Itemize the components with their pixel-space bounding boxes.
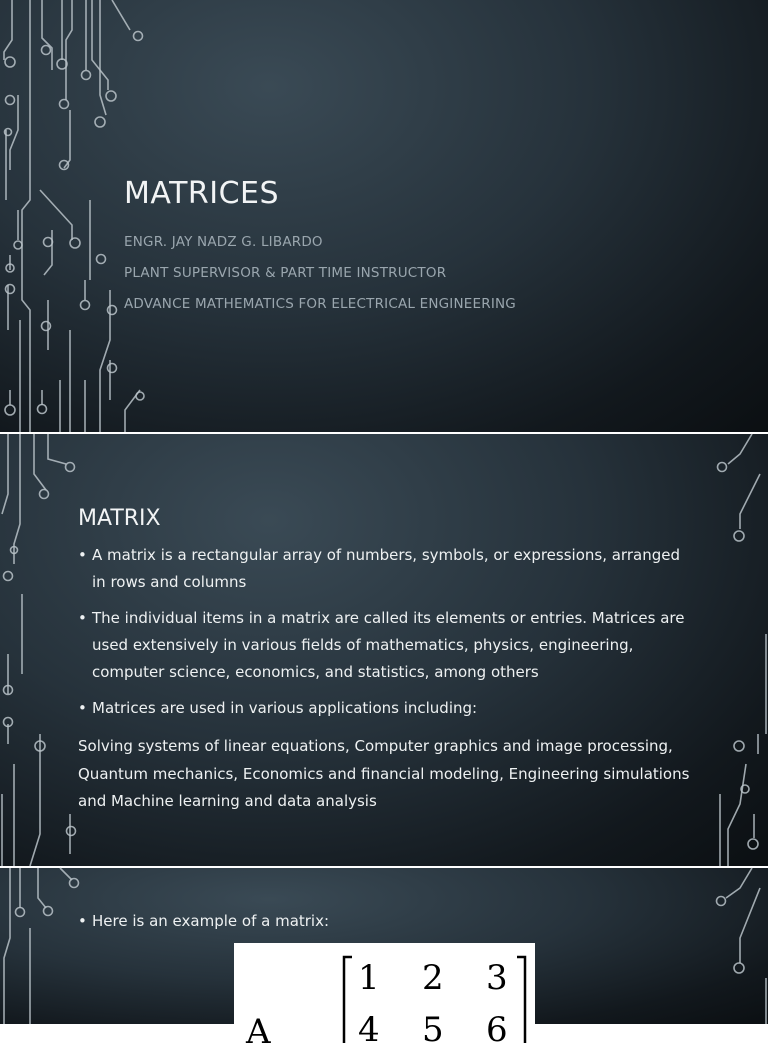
- author-role: PLANT SUPERVISOR & PART TIME INSTRUCTOR: [124, 265, 447, 281]
- matrix-definition-slide: [0, 434, 768, 866]
- list-item: • Here is an example of a matrix:: [78, 908, 329, 935]
- course-name: ADVANCE MATHEMATICS FOR ELECTRICAL ENGINEERING: [124, 296, 516, 312]
- matrix-entry: 5: [422, 1010, 444, 1047]
- author-name: ENGR. JAY NADZ G. LIBARDO: [124, 234, 323, 250]
- matrix-entry: 4: [358, 1010, 380, 1047]
- matrix-entry: 6: [486, 1010, 508, 1047]
- presentation-title: MATRICES: [124, 176, 280, 211]
- circuit-decoration: [0, 0, 768, 432]
- list-item: • A matrix is a rectangular array of numbers, symbols, or expressions, arranged in rows and columns: [78, 542, 698, 596]
- list-item: • The individual items in a matrix are called its elements or entries. Matrices are used extensively in various fields of mathematics, physics, engineering, computer science, economics, and statistics, among others: [78, 605, 698, 686]
- matrix-entry: 2: [422, 958, 444, 998]
- slide-title: MATRIX: [78, 506, 161, 531]
- bullet-list: [78, 542, 698, 731]
- matrix-example-slide: [0, 868, 768, 1047]
- matrix-entry: 1: [358, 958, 380, 998]
- matrix-entry: 3: [486, 958, 508, 998]
- matrix-name: A: [246, 1012, 271, 1047]
- matrix-example-image: [234, 943, 535, 1047]
- list-item: • Matrices are used in various applications including:: [78, 695, 698, 722]
- applications-paragraph: Solving systems of linear equations, Computer graphics and image processing, Quantum mechanics, Economics and financial modeling, Engineering simulations and Machine learning and data analysis: [78, 737, 690, 810]
- title-slide: [0, 0, 768, 432]
